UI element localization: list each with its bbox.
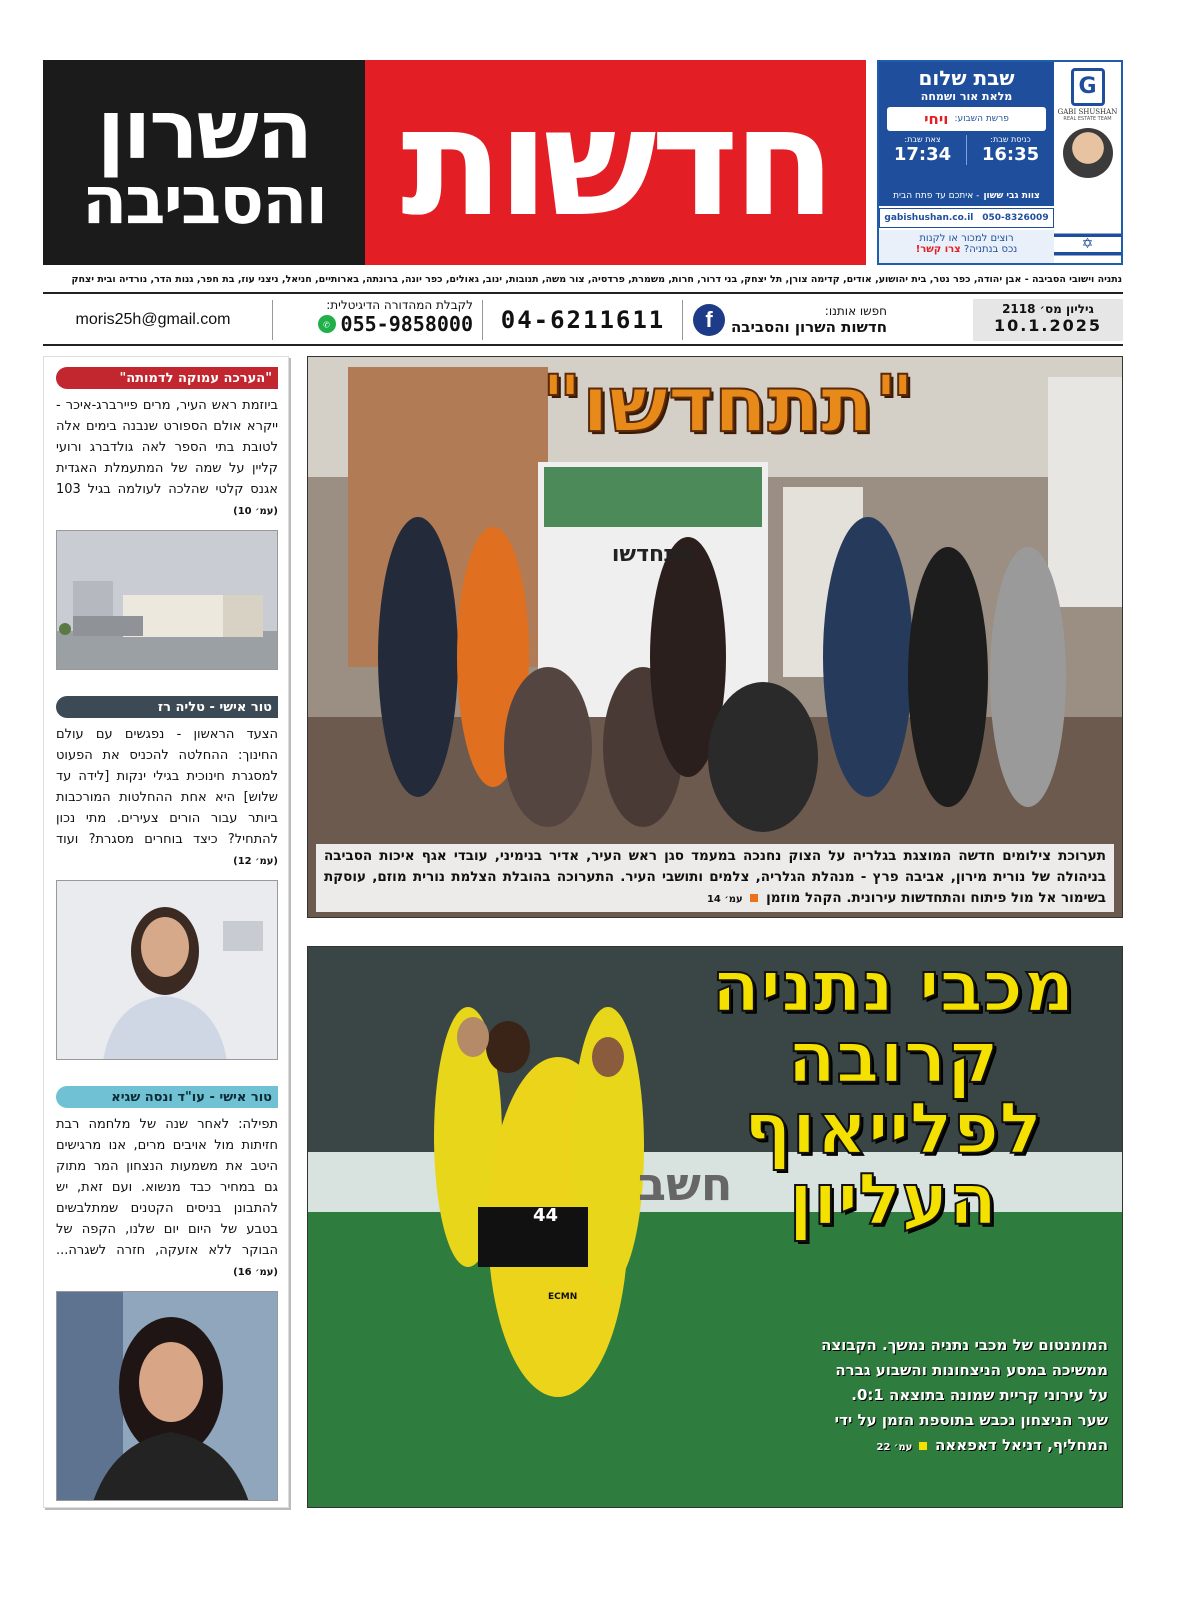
- ad-sell-line2: [879, 244, 1054, 255]
- parasha-name: ויחי: [924, 110, 949, 128]
- masthead-red-block: [365, 60, 866, 265]
- talia-raz-portrait: [56, 880, 278, 1060]
- localities-strip: נתניה וישובי הסביבה - אבן יהודה, כפר נטר, בית יהושוע, אודים, קדימה צורן, תל יצחק, בני דרור, חרות, משמרת, פרדסיה, צור משה, תנובות, ינוב, גאולים, כפר יונה, ברונתה, בארותיים, חניאל, ניצני עוז, בת חפר, גנות הדר, נורדיה ובית יצחק: [71, 274, 1122, 285]
- exit-label: צאת שבת:: [904, 135, 941, 144]
- sports-headline-line: העליון: [788, 1158, 998, 1241]
- office-phone[interactable]: 04-6211611: [500, 306, 666, 334]
- portrait-illustration: [56, 881, 277, 1060]
- bullet-square-icon: [750, 894, 758, 902]
- digital-label: לקבלת המהדורה הדיגיטלית:: [326, 298, 473, 312]
- ad-contact-row: [879, 208, 1054, 228]
- sidebar-text-sports-hall: [56, 395, 278, 522]
- page-ref[interactable]: (עמ׳ 16): [233, 1267, 278, 1278]
- digital-edition-block: [283, 298, 473, 342]
- facebook-block[interactable]: [693, 299, 953, 341]
- sports-summary: [818, 1333, 1108, 1460]
- real-estate-ad[interactable]: [877, 60, 1123, 265]
- team-name: צוות גבי ששון: [983, 191, 1040, 201]
- sidebar-body: תפילה: לאחר שנה של מלחמה רבת חזיתות מול אויבים מרים, אנו מרגישים היטב את משמעות הנצחון המר מתוק גם במחיר כבד מנשוא. ועם זאת, יש להתבונן בניסים הקטנים שמתלבשים בטבע של היום יום שלנו, הקפה של הבוקר ללא אזעקה, חזרה לשגרה...: [56, 1117, 278, 1258]
- divider: [272, 300, 273, 340]
- facebook-text: [731, 304, 887, 336]
- sidebar: [43, 356, 289, 1508]
- entry-time-cell: [967, 135, 1054, 165]
- sidebar-text-vanessa-sagie: [56, 1114, 278, 1283]
- whatsapp-icon: ✆: [318, 315, 336, 333]
- gabi-shushan-logo: [1054, 62, 1121, 186]
- exit-time-cell: [879, 135, 967, 165]
- jersey-number: 44: [533, 1205, 559, 1226]
- digital-phone[interactable]: 055-9858000: [340, 312, 473, 336]
- jersey-sponsor: ECMN: [548, 1292, 578, 1302]
- exit-time: 17:34: [893, 144, 952, 165]
- issue-date: 10.1.2025: [993, 316, 1103, 335]
- page-ref[interactable]: (עמ׳ 10): [233, 506, 278, 517]
- email-link[interactable]: moris25h@gmail.com: [75, 311, 231, 328]
- divider-rule: [43, 292, 1123, 294]
- brand-g-icon: G: [1071, 68, 1105, 106]
- info-bar: [43, 296, 1123, 344]
- brand-subtitle: REAL ESTATE TEAM: [1063, 116, 1112, 122]
- digital-phone-row[interactable]: [283, 312, 473, 336]
- issue-box: [973, 299, 1123, 341]
- sports-story[interactable]: [307, 946, 1123, 1508]
- exhibition-sign-title: תתחדשו: [611, 542, 695, 567]
- team-line: [879, 186, 1054, 206]
- sidebar-head-sports-hall[interactable]: "הערכה עמוקה לדמותה": [56, 367, 278, 389]
- sports-headline[interactable]: [678, 946, 1108, 1241]
- candle-times: [879, 135, 1054, 165]
- masthead: [43, 60, 866, 265]
- parasha-row: [887, 107, 1046, 131]
- ad-sell-line1: רוצים למכור או לקנות: [919, 233, 1014, 244]
- page-ref[interactable]: עמ׳ 22: [876, 1442, 913, 1453]
- sports-ref-row: [877, 1442, 930, 1453]
- divider-rule: [43, 344, 1123, 346]
- sports-headline-line: לפלייאוף: [743, 1087, 1043, 1170]
- shabbat-subtitle: מלאת אור ושמחה: [920, 90, 1013, 103]
- star-of-david-icon: ✡: [1054, 226, 1121, 263]
- facebook-icon[interactable]: f: [693, 304, 725, 336]
- issue-number: גיליון מס׳ 2118: [1002, 302, 1094, 316]
- ad-board-text: חשב: [638, 1157, 733, 1211]
- lead-headline[interactable]: "תתחדשו": [541, 360, 915, 450]
- sidebar-head-vanessa-sagie[interactable]: טור אישי - עו"ד ונסה שגיא: [56, 1086, 278, 1108]
- sports-headline-line: מכבי נתניה: [711, 946, 1075, 1028]
- sidebar-head-talia-raz[interactable]: טור אישי - טליה רז: [56, 696, 278, 718]
- bullet-square-icon: [919, 1442, 927, 1450]
- page-ref[interactable]: (עמ׳ 12): [233, 856, 278, 867]
- facebook-page-name[interactable]: חדשות השרון והסביבה: [731, 318, 888, 336]
- sidebar-body: הצעד הראשון - נפגשים עם עולם החינוך: ההחלטה להכניס את הפעוט למסגרת חינוכית בגילי ינקות [לידה עד שלוש] היא אחת ההחלטות המורכבות ביותר עבור הורים צעירים. מתי נכון להתחיל? כיצד בוחרים מסגרת? ועוד: [56, 727, 278, 847]
- page-ref[interactable]: עמ׳ 14: [706, 894, 743, 905]
- ad-sell-cta: צרו קשר!: [915, 244, 961, 255]
- parasha-label: פרשת השבוע:: [954, 114, 1009, 124]
- portrait-illustration: [56, 1292, 277, 1501]
- brand-name: GABI SHUSHAN: [1057, 108, 1118, 116]
- lead-caption-text: תערוכת צילומים חדשה המוצגת בגלריה על הצוק נחנכה במעמד סגן ראש העיר, אדיר בנימיני, עובדי אגף איכות הסביבה בניהולה של נורית מירון, אביבה פרץ - מנהלת הגלריה, צלמים ותושבי העיר. התערוכה בהובלת הצלמת נורית מוזם, עוסקת בשימור אל מול פיתוח והתחדשות עירונית. הקהל מוזמן: [324, 848, 1106, 906]
- ad-sell-question: נכס בנתניה?: [963, 244, 1018, 255]
- team-tagline: - איתכם עד פתח הבית: [893, 191, 980, 201]
- ad-phone[interactable]: 050-8326009: [982, 213, 1049, 223]
- building-illustration: [56, 531, 277, 670]
- entry-label: כניסת שבת:: [990, 135, 1031, 144]
- sports-hall-rendering: [56, 530, 278, 670]
- sidebar-text-talia-raz: [56, 724, 278, 872]
- masthead-title-vehasviva: והסביבה: [81, 162, 327, 240]
- masthead-black-block: [43, 60, 365, 265]
- sports-summary-text: המומנטום של מכבי נתניה נמשך. הקבוצה ממשיכה במסע הניצחונות והשבוע גברה על עירוני קריית שמונה בתוצאה 0:1. שער הניצחון נכבש בתוספת הזמן על ידי המחליף, דניאל דאפאאה: [821, 1336, 1108, 1454]
- divider: [682, 300, 683, 340]
- masthead-title-hadashot: חדשות: [401, 75, 830, 250]
- divider: [482, 300, 483, 340]
- ad-website[interactable]: gabishushan.co.il: [884, 213, 974, 223]
- lead-caption: [316, 844, 1114, 912]
- entry-time: 16:35: [981, 144, 1040, 165]
- sports-headline-line: קרובה: [787, 1016, 999, 1099]
- agent-portrait: [1063, 128, 1113, 178]
- vanessa-sagie-portrait: [56, 1291, 278, 1501]
- shabbat-title: שבת שלום: [918, 66, 1015, 90]
- sidebar-body: ביוזמת ראש העיר, מרים פיירברג-איכר - ייקרא אולם הספורט שנבנה בימים אלה לטובת בתי הספר לאה גולדברג ורועי קליין על שמה של המתעמלת האגדית אגנס קלטי שהלכה לעולמה בגיל 103: [56, 398, 278, 497]
- lead-story[interactable]: [307, 356, 1123, 918]
- facebook-label: חפשו אותנו:: [824, 304, 888, 318]
- shabbat-times-box: [879, 62, 1054, 186]
- ad-sell-box: [879, 230, 1054, 263]
- masthead-title-sharon: השרון: [96, 83, 312, 179]
